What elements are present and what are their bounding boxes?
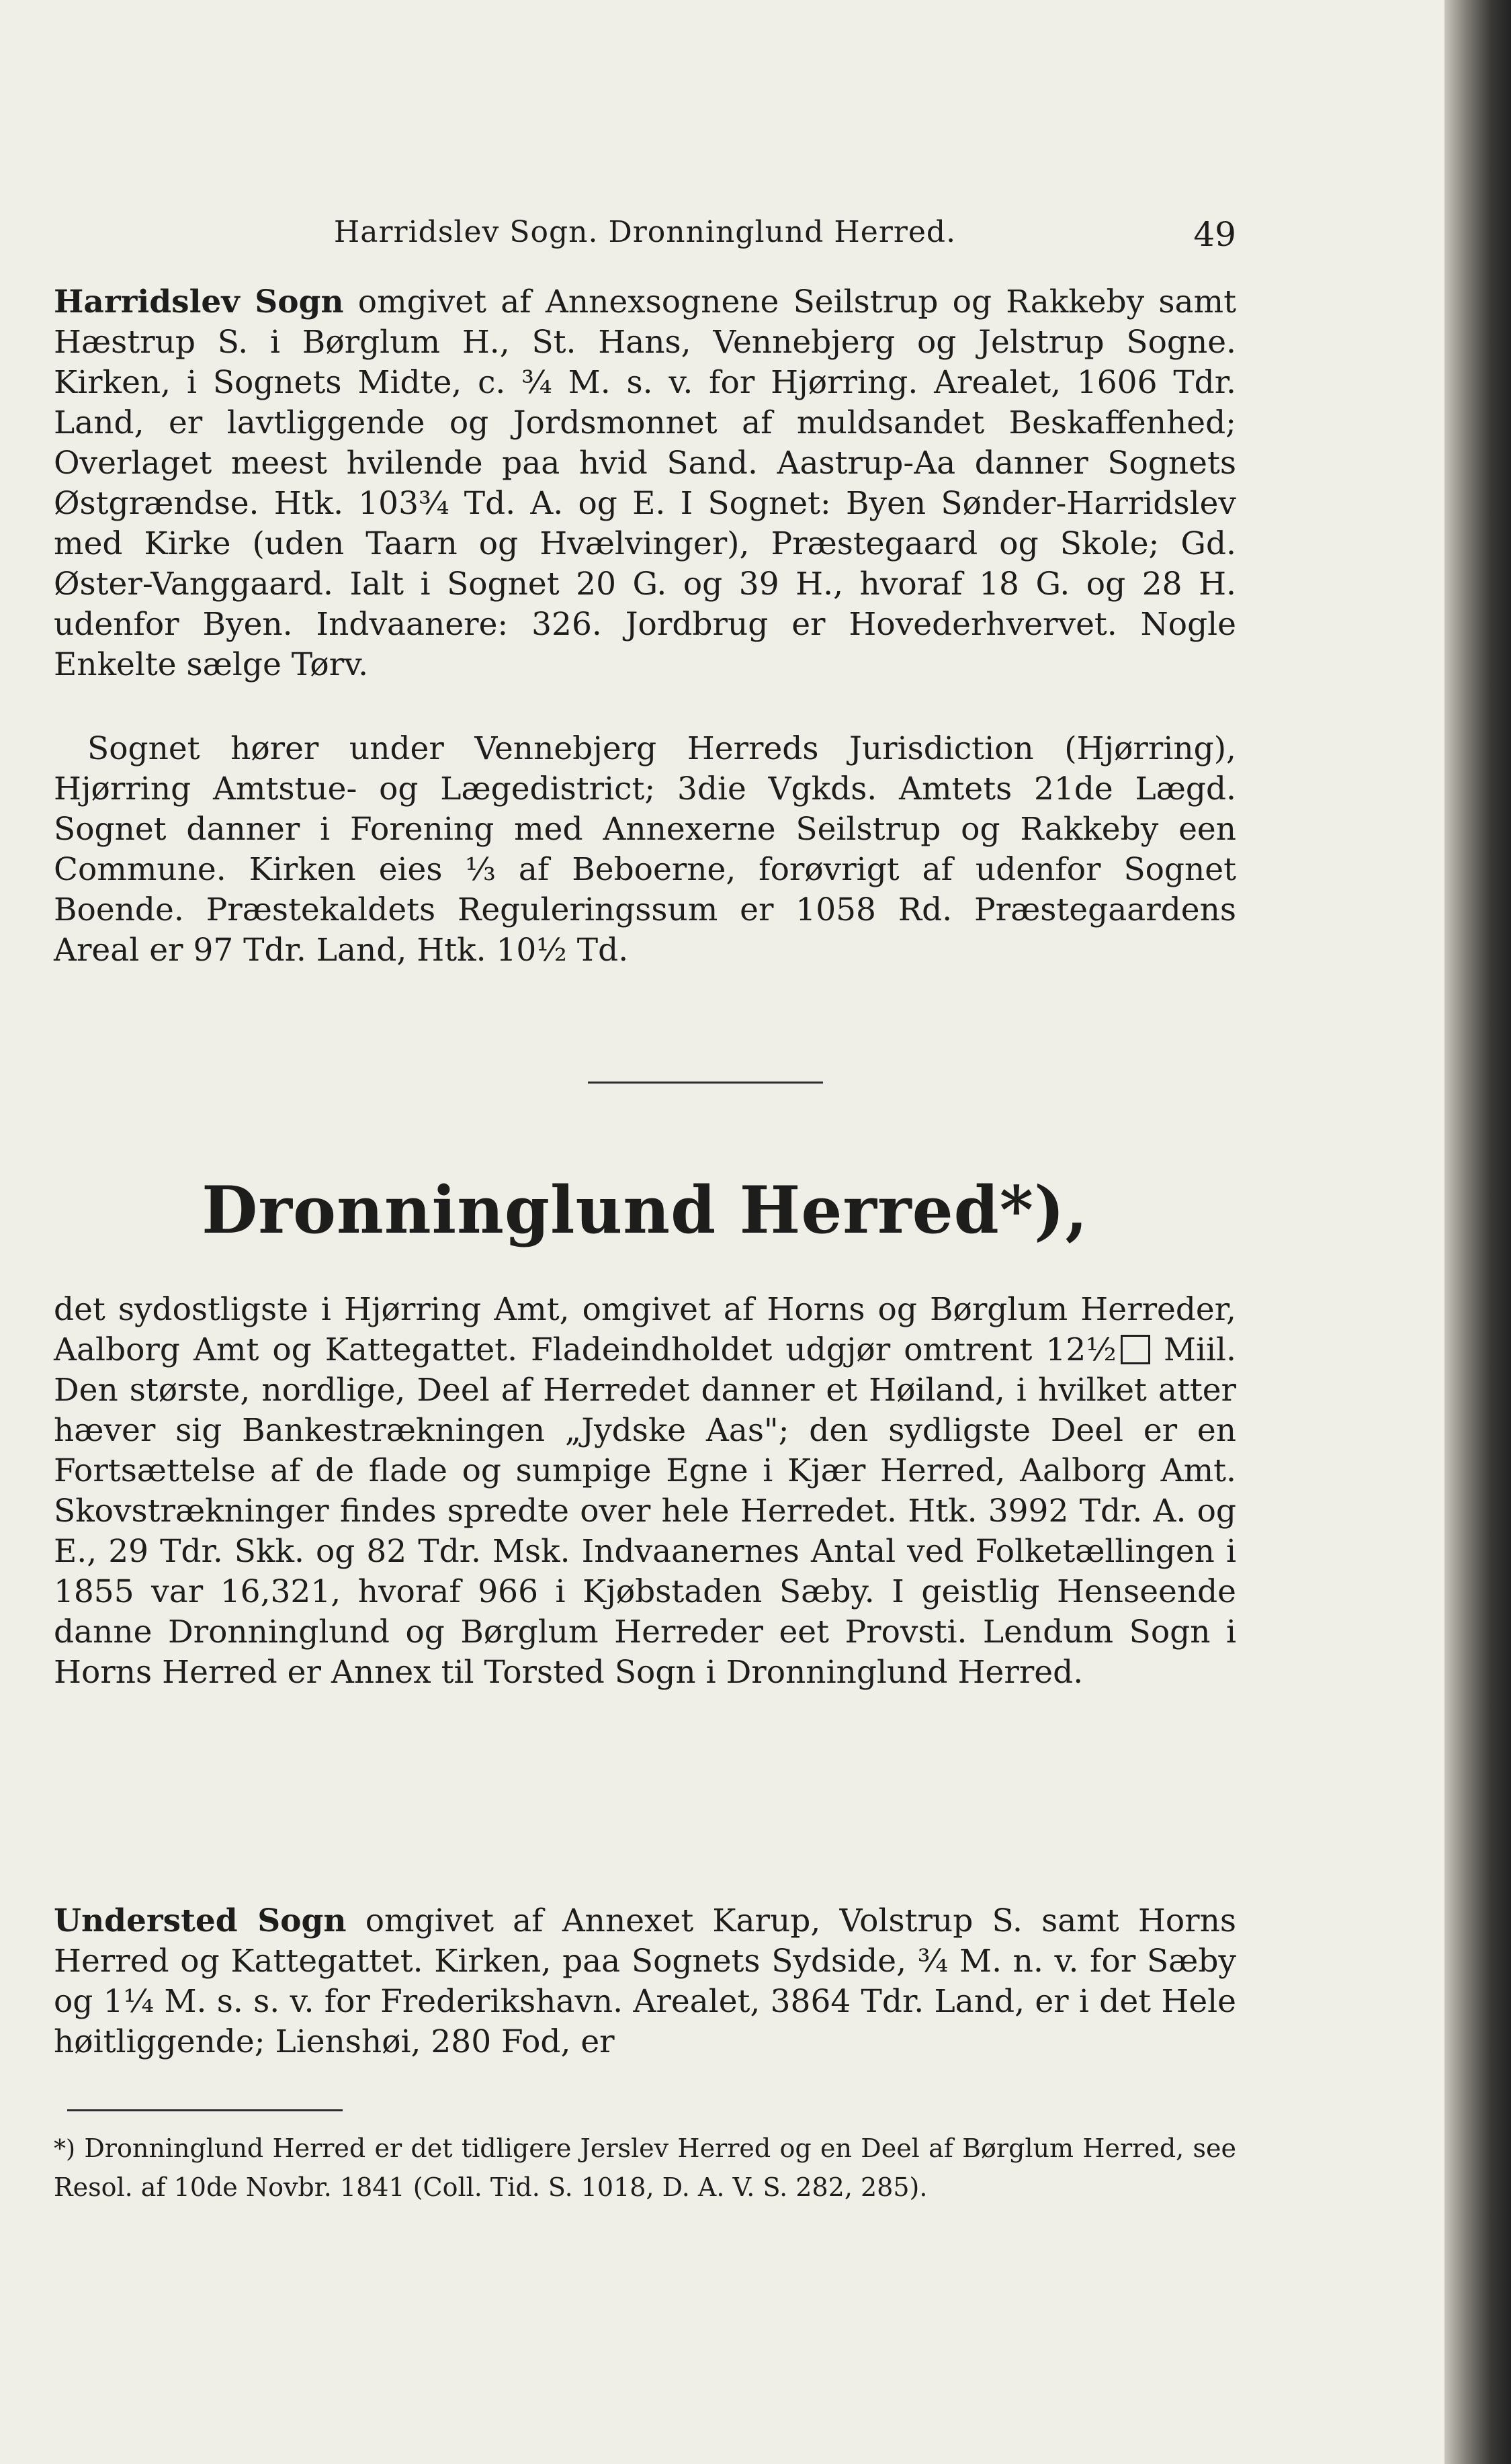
running-head-title: Harridslev Sogn. Dronninglund Herred.: [333, 215, 957, 249]
harridslev-paragraph-2: [54, 729, 1236, 971]
harridslev-paragraph: [54, 282, 1236, 685]
harridslev-text: omgivet af Annexsognene Seilstrup og Rakkeby samt Hæstrup S. i Børglum H., St. Hans, Vennebjerg og Jelstrup Sogne. Kirken, i Sognets Midte, c. ¾ M. s. v. for Hjørring. Arealet, 1606 Tdr. Land, er lavtliggende og Jordsmonnet af muldsandet Beskaffenhed; Overlaget meest hvilende paa hvid Sand. Aastrup-Aa danner Sognets Østgrændse. Htk. 103¾ Td. A. og E. I Sognet: Byen Sønder-Harridslev med Kirke (uden Taarn og Hvælvinger), Præstegaard og Skole; Gd. Øster-Vanggaard. Ialt i Sognet 20 G. og 39 H., hvoraf 18 G. og 28 H. udenfor Byen. Indvaanere: 326. Jordbrug er Hovederhvervet. Nogle Enkelte sælge Tørv.: [54, 283, 1236, 683]
page-number: 49: [1193, 215, 1236, 254]
footnote-rule: [67, 2109, 343, 2111]
harridslev-text-2: Sognet hører under Vennebjerg Herreds Jurisdiction (Hjørring), Hjørring Amtstue- og Lægedistrict; 3die Vgkds. Amtets 21de Lægd. Sognet danner i Forening med Annexerne Seilstrup og Rakkeby een Commune. Kirken eies ⅓ af Beboerne, forøvrigt af udenfor Sognet Boende. Præstekaldets Reguleringssum er 1058 Rd. Præstegaardens Areal er 97 Tdr. Land, Htk. 10½ Td.: [54, 730, 1236, 969]
section-separator: [588, 1082, 823, 1084]
footnote-text: Dronninglund Herred er det tidligere Jerslev Herred og en Deel af Børglum Herred, see Resol. af 10de Novbr. 1841 (Coll. Tid. S. 1018, D. A. V. S. 282, 285).: [54, 2133, 1236, 2202]
section-title: Dronninglund Herred*),: [202, 1172, 1088, 1248]
square-symbol-icon: [1121, 1335, 1150, 1364]
footnote-mark: *): [54, 2136, 76, 2163]
book-binding-edge: [1444, 0, 1511, 2464]
herred-text-b: Miil. Den største, nordlige, Deel af Herredet danner et Høiland, i hvilket atter hæver sig Bankestrækningen „Jydske Aas"; den sydligste Deel er en Fortsættelse af de flade og sumpige Egne i Kjær Herred, Aalborg Amt. Skovstrækninger findes spredte over hele Herredet. Htk. 3992 Tdr. A. og E., 29 Tdr. Skk. og 82 Tdr. Msk. Indvaanernes Antal ved Folketællingen i 1855 var 16,321, hvoraf 966 i Kjøbstaden Sæby. I geistlig Henseende danne Dronninglund og Børglum Herreder eet Provsti. Lendum Sogn i Horns Herred er Annex til Torsted Sogn i Dronninglund Herred.: [54, 1331, 1236, 1691]
herred-text-a: det sydostligste i Hjørring Amt, omgivet af Horns og Børglum Herreder, Aalborg Amt og Kattegattet. Fladeindholdet udgjør omtrent 12½: [54, 1291, 1236, 1368]
herred-paragraph: [54, 1290, 1236, 1693]
harridslev-lead: Harridslev Sogn: [54, 283, 344, 320]
understed-paragraph: [54, 1901, 1236, 2062]
running-head: [54, 215, 1236, 262]
understed-lead: Understed Sogn: [54, 1902, 347, 1939]
footnote: [54, 2129, 1236, 2206]
understed-text: omgivet af Annexet Karup, Volstrup S. samt Horns Herred og Kattegattet. Kirken, paa Sognets Sydside, ¾ M. n. v. for Sæby og 1¼ M. s. s. v. for Frederikshavn. Arealet, 3864 Tdr. Land, er i det Hele høitliggende; Lienshøi, 280 Fod, er: [54, 1902, 1237, 2060]
